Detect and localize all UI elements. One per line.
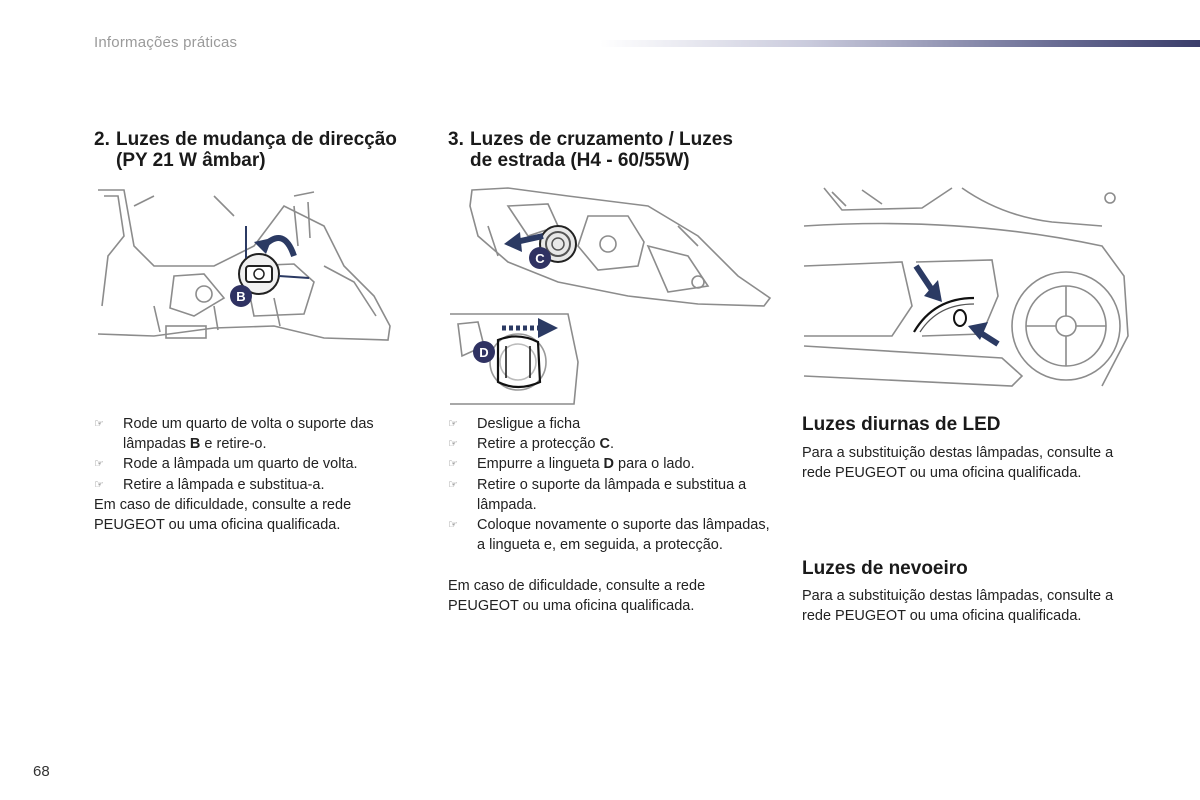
pointing-hand-icon: ☞ [448,438,458,451]
section2-steps [94,414,424,495]
pointing-hand-icon: ☞ [94,458,104,471]
list-item: ☞ Desligue a ficha [448,414,778,434]
section2-title-line1: Luzes de mudança de direcção [116,129,397,150]
callout-b: B [236,289,246,304]
list-item: ☞ Retire o suporte da lâmpada e substitua a lâmpada. [448,476,747,513]
section3-number: 3. [448,129,464,150]
callout-c: C [535,251,545,266]
headlamp-illustration [448,186,778,406]
pointing-hand-icon: ☞ [94,478,104,491]
header-gradient-bar [600,40,1200,47]
turn-signal-illustration [94,186,394,344]
list-item: ☞ Retire a lâmpada e substitua-a. [94,475,424,495]
section2-title [94,129,434,171]
list-item: ☞ Coloque novamente o suporte das lâmpadas, a lingueta e, em seguida, a protecção. [448,517,770,554]
running-header: Informações práticas [94,34,238,51]
section3-steps [448,414,778,555]
led-title: Luzes diurnas de LED [802,414,1001,435]
pointing-hand-icon: ☞ [448,519,458,532]
section3-note: Em caso de dificuldade, consulte a rede PEUGEOT ou uma oficina qualificada. [448,578,706,615]
pointing-hand-icon: ☞ [448,418,458,430]
list-item: ☞ Rode a lâmpada um quarto de volta. [94,454,424,474]
front-bumper-illustration [802,186,1132,394]
callout-d: D [479,345,489,360]
list-item: ☞ Retire a protecção C. [448,434,778,454]
pointing-hand-icon: ☞ [448,458,458,471]
page-number: 68 [33,763,50,780]
section2-title-line2: (PY 21 W âmbar) [116,150,266,171]
list-item: ☞ Empurre a lingueta D para o lado. [448,454,778,474]
section2-note: Em caso de dificuldade, consulte a rede PEUGEOT ou uma oficina qualificada. [94,497,352,534]
section2-number: 2. [94,129,110,150]
pointing-hand-icon: ☞ [448,478,458,491]
led-text: Para a substituição destas lâmpadas, consulte a rede PEUGEOT ou uma oficina qualificada. [802,445,1114,482]
fog-title: Luzes de nevoeiro [802,558,968,579]
pointing-hand-icon: ☞ [94,418,104,430]
fog-text: Para a substituição destas lâmpadas, consulte a rede PEUGEOT ou uma oficina qualificada. [802,588,1114,625]
section3-title [448,129,788,171]
list-item: ☞ Rode um quarto de volta o suporte das lâmpadas B e retire-o. [94,416,374,453]
section3-title-line1: Luzes de cruzamento / Luzes [470,129,733,150]
section3-title-line2: de estrada (H4 - 60/55W) [470,150,690,171]
